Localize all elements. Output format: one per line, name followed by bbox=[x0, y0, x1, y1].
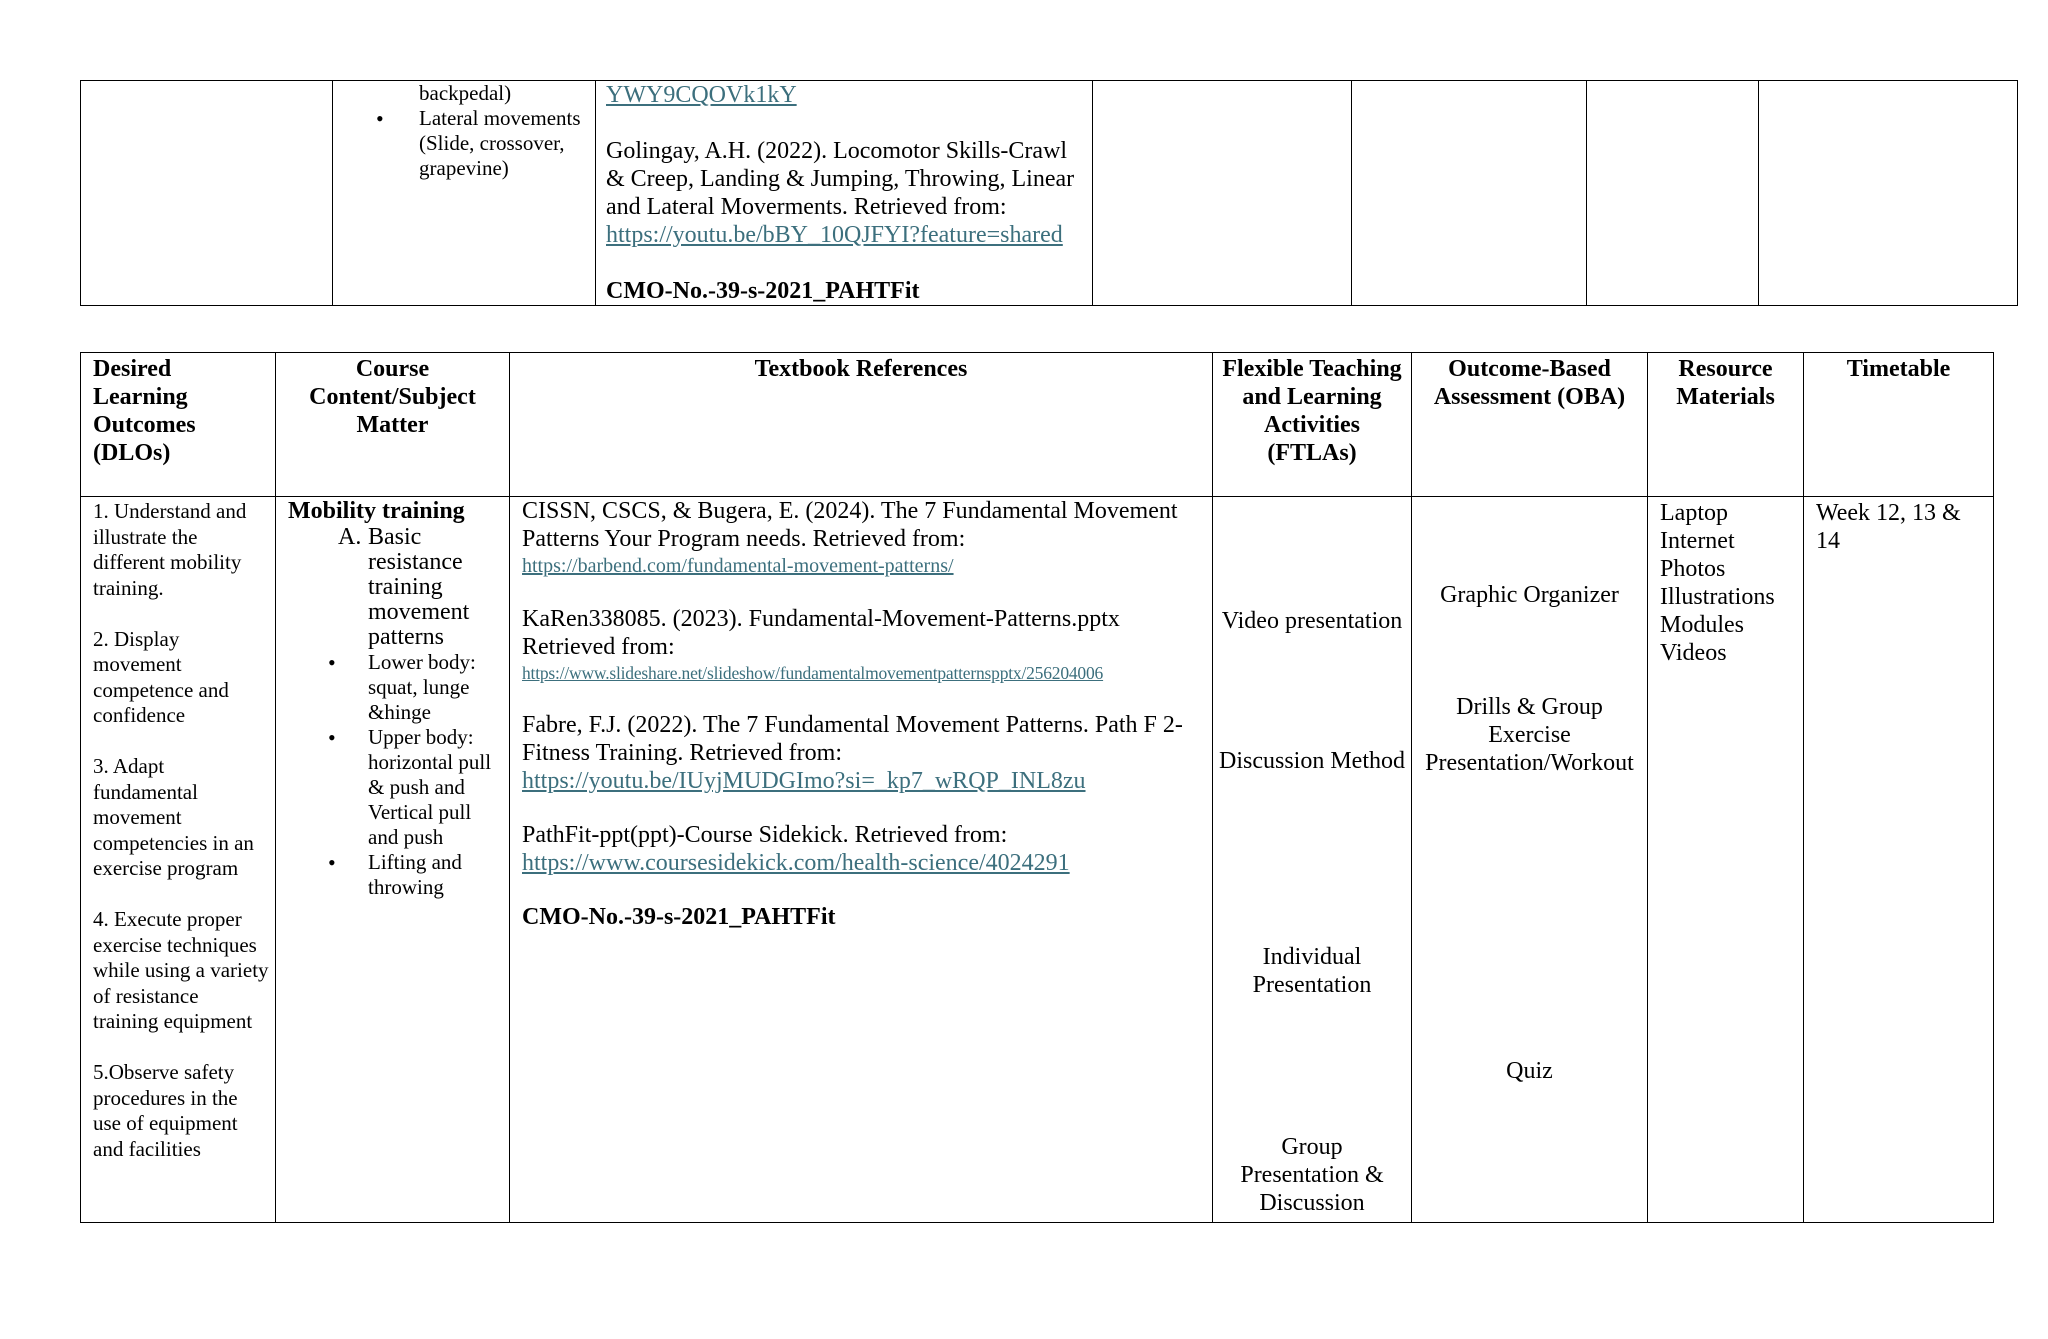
dlo-item: 2. Display movement competence and confidence bbox=[93, 626, 229, 727]
resource-item: Laptop bbox=[1660, 500, 1728, 526]
dlo-cell bbox=[81, 497, 276, 1223]
dlo-item: 5.Observe safety procedures in the use of equipment and facilities bbox=[93, 1060, 238, 1161]
ftla-item: Group Presentation & Discussion bbox=[1240, 1134, 1384, 1216]
reference-golingay: Golingay, A.H. (2022). Locomotor Skills-Crawl & Creep, Landing & Jumping, Throwing, Linear and Lateral Moverments. Retrieved from: bbox=[606, 138, 1075, 220]
header-resources: Resource Materials bbox=[1648, 353, 1804, 497]
resource-item: Internet bbox=[1660, 528, 1735, 554]
header-row bbox=[81, 353, 1994, 497]
reference-cissn: CISSN, CSCS, & Bugera, E. (2024). The 7 Fundamental Movement Patterns Your Program needs. Retrieved from: bbox=[522, 498, 1178, 552]
prev-resources-cell bbox=[1587, 81, 1759, 306]
header-dlo: Desired Learning Outcomes (DLOs) bbox=[81, 353, 276, 497]
previous-page-table bbox=[80, 80, 2018, 306]
header-textbook: Textbook References bbox=[510, 353, 1213, 497]
header-content: Course Content/Subject Matter bbox=[276, 353, 510, 497]
timetable-value: Week 12, 13 & 14 bbox=[1816, 500, 1961, 554]
prev-ftla-cell bbox=[1093, 81, 1352, 306]
oba-item: Drills & Group Exercise Presentation/Workout bbox=[1425, 694, 1634, 776]
ftla-item: Video presentation bbox=[1221, 608, 1403, 634]
textbook-cell bbox=[510, 497, 1213, 1223]
ftla-item: Individual Presentation bbox=[1252, 944, 1372, 998]
resource-item: Modules bbox=[1660, 612, 1744, 638]
course-plan-table bbox=[80, 352, 1994, 1223]
table-row bbox=[81, 497, 1994, 1223]
prev-oba-cell bbox=[1352, 81, 1587, 306]
content-alpha-item bbox=[288, 525, 503, 650]
dlo-item: 1. Understand and illustrate the different mobility training. bbox=[93, 499, 247, 600]
prev-reference-link-continuation[interactable]: YWY9CQOVk1kY bbox=[606, 82, 797, 108]
dlo-item: 4. Execute proper exercise techniques while using a variety of resistance training equipment bbox=[93, 907, 269, 1033]
header-oba: Outcome-Based Assessment (OBA) bbox=[1412, 353, 1648, 497]
resource-item: Illustrations bbox=[1660, 584, 1775, 610]
reference-cissn-link[interactable]: https://barbend.com/fundamental-movement-patterns/ bbox=[522, 555, 954, 577]
resource-item: Photos bbox=[1660, 556, 1726, 582]
prev-content-list bbox=[333, 106, 595, 181]
reference-fabre-link[interactable]: https://youtu.be/IUyjMUDGImo?si=_kp7_wRQP_INL8zu bbox=[522, 768, 1086, 794]
list-item: • Lifting and throwing bbox=[368, 850, 503, 900]
content-title: Mobility training bbox=[288, 498, 465, 524]
alpha-marker: A. bbox=[338, 524, 362, 550]
reference-cmo: CMO-No.-39-s-2021_PAHTFit bbox=[522, 904, 836, 930]
oba-item: Quiz bbox=[1506, 1058, 1553, 1084]
prev-dlo-cell bbox=[81, 81, 333, 306]
prev-references-cell bbox=[596, 81, 1093, 306]
header-timetable: Timetable bbox=[1804, 353, 1994, 497]
content-cell bbox=[276, 497, 510, 1223]
list-item: • Upper body: horizontal pull & push and Vertical pull and push bbox=[368, 725, 503, 850]
reference-pathfit-link[interactable]: https://www.coursesidekick.com/health-science/4024291 bbox=[522, 850, 1070, 876]
reference-karen-link[interactable]: https://www.slideshare.net/slideshow/fundamentalmovementpatternspptx/256204006 bbox=[522, 663, 1104, 683]
content-bullet-list bbox=[288, 650, 503, 900]
reference-pathfit: PathFit-ppt(ppt)-Course Sidekick. Retrieved from: bbox=[522, 822, 1008, 848]
oba-item: Graphic Organizer bbox=[1440, 582, 1619, 608]
oba-cell bbox=[1412, 497, 1648, 1223]
reference-golingay-link[interactable]: https://youtu.be/bBY_10QJFYI?feature=shared bbox=[606, 222, 1063, 248]
prev-timetable-cell bbox=[1759, 81, 2018, 306]
timetable-cell bbox=[1804, 497, 1994, 1223]
ftla-item: Discussion Method bbox=[1219, 748, 1405, 774]
list-item: • Lower body: squat, lunge &hinge bbox=[368, 650, 503, 725]
resources-cell bbox=[1648, 497, 1804, 1223]
ftla-cell bbox=[1213, 497, 1412, 1223]
header-ftla: Flexible Teaching and Learning Activities (FTLAs) bbox=[1213, 353, 1412, 497]
prev-content-cell bbox=[333, 81, 596, 306]
reference-cmo: CMO-No.-39-s-2021_PAHTFit bbox=[606, 278, 920, 304]
list-item: • Lateral movements (Slide, crossover, grapevine) bbox=[419, 106, 595, 181]
reference-karen: KaRen338085. (2023). Fundamental-Movement-Patterns.pptx Retrieved from: bbox=[522, 606, 1120, 660]
dlo-item: 3. Adapt fundamental movement competencies in an exercise program bbox=[93, 754, 254, 880]
resource-item: Videos bbox=[1660, 640, 1727, 666]
reference-fabre: Fabre, F.J. (2022). The 7 Fundamental Movement Patterns. Path F 2-Fitness Training. Retrieved from: bbox=[522, 712, 1183, 766]
alpha-text: Basic resistance training movement patterns bbox=[368, 524, 470, 650]
prev-content-continuation: backpedal) bbox=[419, 81, 512, 105]
